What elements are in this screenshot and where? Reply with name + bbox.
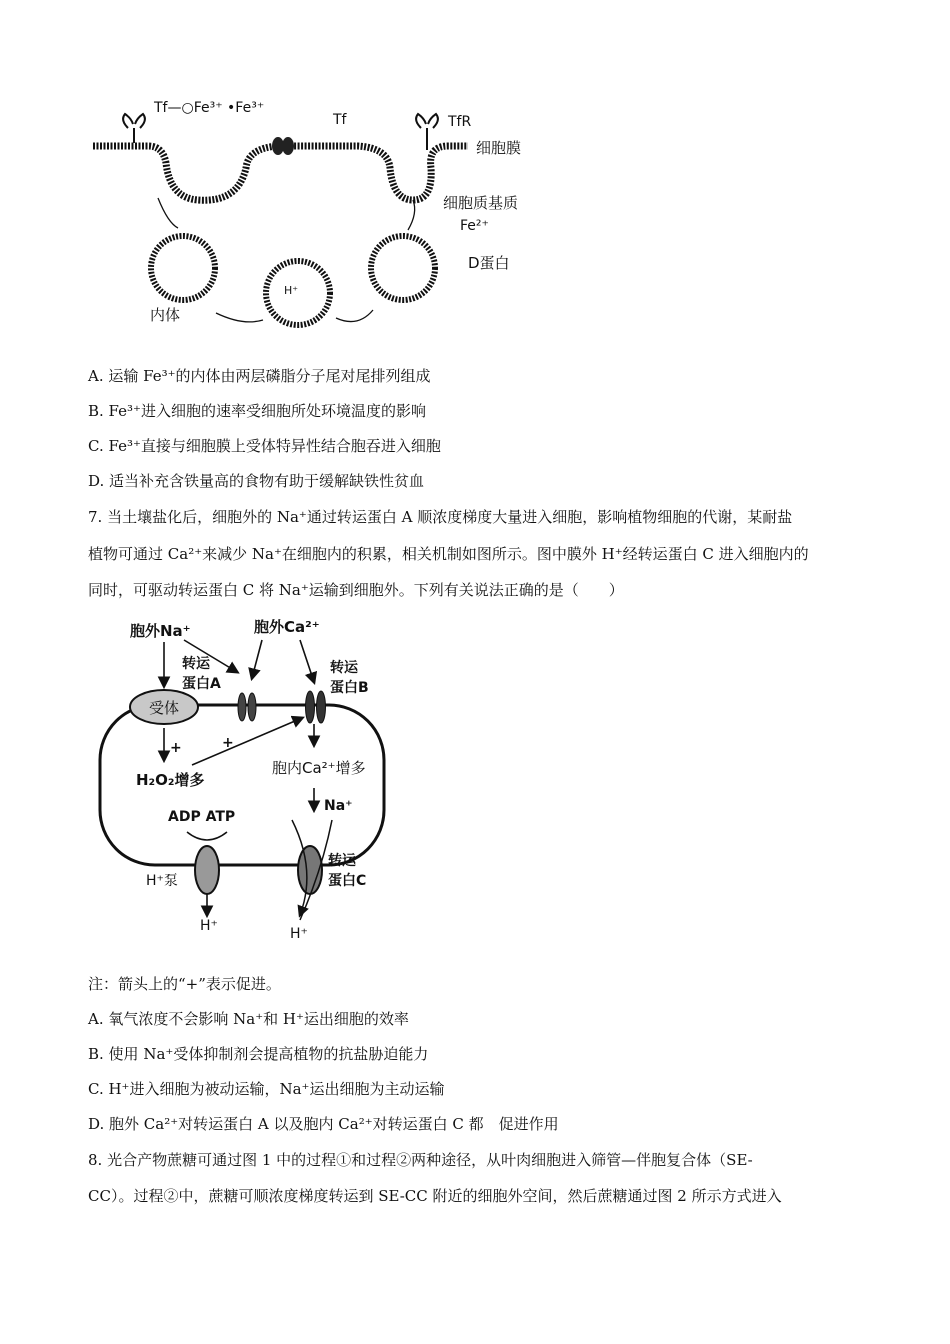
endocytosis-diagram — [88, 88, 558, 338]
atp-arrow — [187, 832, 227, 840]
ca-in-label: 胞内Ca²⁺增多 — [272, 759, 366, 777]
tf-fe-label: Tf—○Fe³⁺ •Fe³⁺ — [154, 100, 265, 116]
membrane-label: 细胞膜 — [476, 139, 522, 157]
protein-b-label-2: 蛋白B — [330, 680, 369, 696]
h-pump-icon — [195, 846, 219, 894]
q6-option-c: C. Fe³⁺直接与细胞膜上受体特异性结合胞吞进入细胞 — [88, 437, 441, 455]
protein-b-icon — [306, 691, 326, 723]
membrane-channel — [272, 137, 294, 155]
diagram-note: 注：箭头上的“+”表示促进。 — [88, 975, 281, 993]
q7-option-b: B. 使用 Na⁺受体抑制剂会提高植物的抗盐胁迫能力 — [88, 1045, 429, 1063]
q8-stem-line2: CC）。过程②中，蔗糖可顺浓度梯度转运到 SE-CC 附近的细胞外空间，然后蔗糖通过图 2 所示方式进入 — [88, 1187, 782, 1205]
h-pump-label: H⁺泵 — [146, 873, 178, 889]
plus-1: + — [170, 740, 182, 756]
h-label: H⁺ — [284, 284, 299, 297]
d-protein-label: D蛋白 — [468, 254, 510, 272]
q6-option-a: A. 运输 Fe³⁺的内体由两层磷脂分子尾对尾排列组成 — [88, 367, 431, 385]
receptor-label: 受体 — [149, 699, 180, 717]
q6-option-b: B. Fe³⁺进入细胞的速率受细胞所处环境温度的影响 — [88, 402, 426, 420]
na-out-label: 胞外Na⁺ — [130, 622, 191, 640]
endosome-label: 内体 — [150, 306, 181, 324]
q6-option-d: D. 适当补充含铁量高的食物有助于缓解缺铁性贫血 — [88, 472, 425, 490]
q7-option-a: A. 氧气浓度不会影响 Na⁺和 H⁺运出细胞的效率 — [88, 1010, 409, 1028]
h2o2-label: H₂O₂增多 — [136, 771, 205, 789]
q8-stem-line1: 8. 光合产物蔗糖可通过图 1 中的过程①和过程②两种途径，从叶肉细胞进入筛管—伴胞复合体（SE- — [88, 1151, 753, 1169]
protein-b-label-1: 转运 — [330, 660, 358, 676]
q7-stem-line1: 7. 当土壤盐化后，细胞外的 Na⁺通过转运蛋白 A 顺浓度梯度大量进入细胞，影响植物细胞的代谢，某耐盐 — [88, 508, 793, 526]
protein-a-label-1: 转运 — [182, 656, 210, 672]
na-in-label: Na⁺ — [324, 798, 353, 814]
q7-option-c: C. H⁺进入细胞为被动运输，Na⁺运出细胞为主动运输 — [88, 1080, 445, 1098]
plus-2: + — [222, 735, 234, 751]
tf-label: Tf — [333, 112, 347, 128]
adp-atp-label: ADP ATP — [168, 809, 236, 825]
salt-tolerance-diagram — [92, 610, 412, 945]
protein-a-label-2: 蛋白A — [182, 676, 221, 692]
h-pump-out-label: H⁺ — [200, 918, 218, 934]
fe2-label: Fe²⁺ — [460, 218, 489, 234]
protein-c-label-1: 转运 — [328, 853, 356, 869]
protein-c-h-label: H⁺ — [290, 926, 308, 942]
protein-c-label-2: 蛋白C — [328, 873, 367, 889]
protein-a-icon — [238, 693, 256, 721]
ca-out-label: 胞外Ca²⁺ — [254, 618, 320, 636]
q7-option-d: D. 胞外 Ca²⁺对转运蛋白 A 以及胞内 Ca²⁺对转运蛋白 C 都 促进作用 — [88, 1115, 559, 1133]
tfr-label: TfR — [448, 114, 472, 130]
endosome-vesicles — [151, 236, 435, 325]
cytoplasm-label: 细胞质基质 — [443, 194, 519, 212]
q7-stem-line3: 同时，可驱动转运蛋白 C 将 Na⁺运输到细胞外。下列有关说法正确的是（ ） — [88, 581, 624, 599]
q7-stem-line2: 植物可通过 Ca²⁺来减少 Na⁺在细胞内的积累，相关机制如图所示。图中膜外 H⁺经转运蛋白 C 进入细胞内的 — [88, 545, 809, 563]
